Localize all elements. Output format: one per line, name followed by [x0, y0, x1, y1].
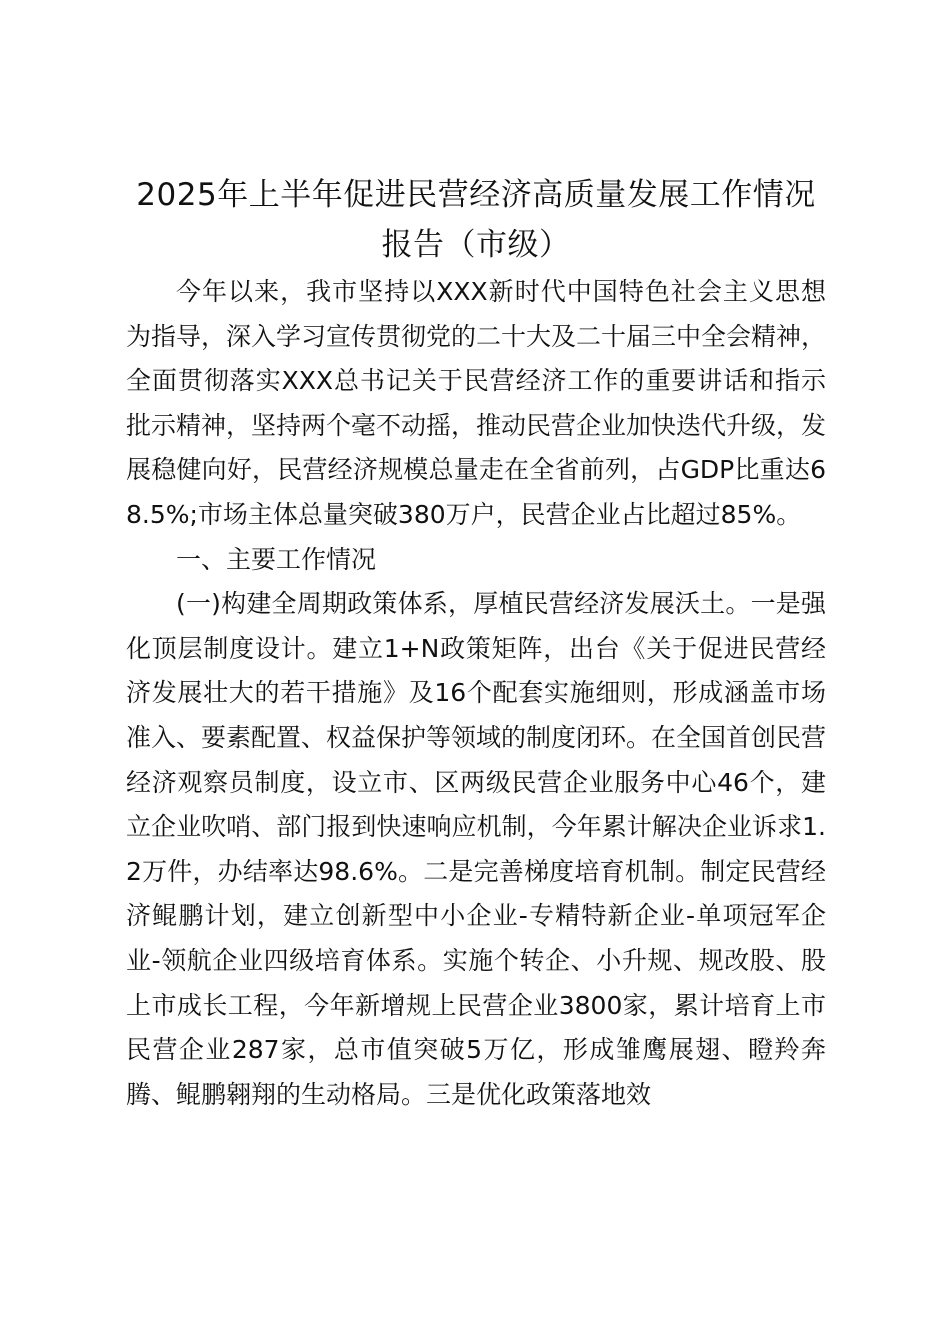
- document-body: [126, 170, 826, 1117]
- section-heading: 一、主要工作情况: [176, 544, 377, 574]
- document-title: 2025年上半年促进民营经济高质量发展工作情况报告（市级）: [136, 177, 816, 263]
- intro-paragraph: 今年以来，我市坚持以XXX新时代中国特色社会主义思想为指导，深入学习宣传贯彻党的二十大及二十届三中全会精神，全面贯彻落实XXX总书记关于民营经济工作的重要讲话和指示批示精神，坚持两个毫不动摇，推动民营企业加快迭代升级，发展稳健向好，民营经济规模总量走在全省前列，占GDP比重达68.5%;市场主体总量突破380万户，民营企业占比超过85%。: [126, 277, 827, 529]
- section-paragraph: (一)构建全周期政策体系，厚植民营经济发展沃土。一是强化顶层制度设计。建立1+N政策矩阵，出台《关于促进民营经济发展壮大的若干措施》及16个配套实施细则，形成涵盖市场准入、要素配置、权益保护等领域的制度闭环。在全国首创民营经济观察员制度，设立市、区两级民营企业服务中心46个，建立企业吹哨、部门报到快速响应机制，今年累计解决企业诉求1.2万件，办结率达98.6%。二是完善梯度培育机制。制定民营经济鲲鹏计划，建立创新型中小企业-专精特新企业-单项冠军企业-领航企业四级培育体系。实施个转企、小升规、规改股、股上市成长工程，今年新增规上民营企业3800家，累计培育上市民营企业287家，总市值突破5万亿，形成雏鹰展翅、瞪羚奔腾、鲲鹏翱翔的生动格局。三是优化政策落地效: [126, 589, 827, 1109]
